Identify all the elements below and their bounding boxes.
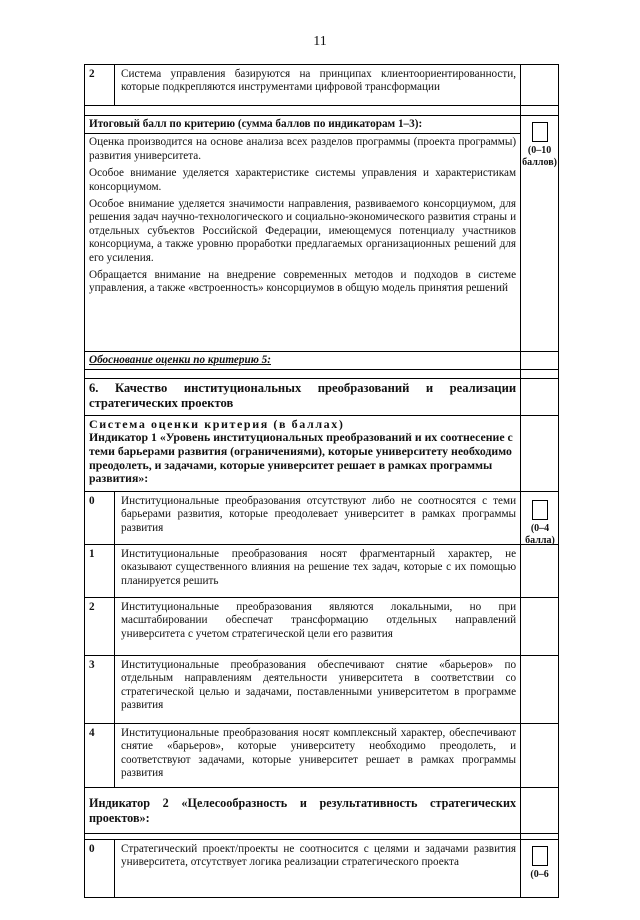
criteria-table: [84, 64, 559, 898]
level-score: 1: [85, 545, 115, 597]
assessment-paragraph: Особое внимание уделяется характеристике системы управления и характеристикам консорциумом.: [89, 167, 517, 193]
assessment-paragraph: Оценка производится на основе анализа всех разделов программы (проекта программы) развития университета.: [89, 136, 517, 162]
indicator-1-levels: [84, 492, 559, 788]
score-checkbox[interactable]: [532, 500, 548, 520]
level-text: Институциональные преобразования являются локальными, но при масштабировании обеспечат трансформацию отдельных направлений университета с учетом стратегической цели его развития: [121, 601, 517, 640]
level-score: 0: [85, 492, 115, 544]
table-row: [84, 64, 559, 106]
item-number: 2: [85, 65, 115, 105]
table-row: [84, 656, 559, 724]
system-heading: Система оценки критерия (в баллах): [89, 417, 345, 431]
assessment-paragraph: Особое внимание уделяется значимости направления, развиваемого консорциумом, для решения задач научно-технологического и социально-экономического развития страны и отдельных субъектов Российской Федерации, имеющемуся потенциалу участников консорциума, а также уровню проработки предлагаемых организационных решений для его усиления.: [89, 198, 517, 264]
justification-label: Обоснование оценки по критерию 5:: [85, 352, 521, 369]
table-row: [84, 545, 559, 598]
table-row: [84, 598, 559, 656]
section-title-row: [84, 379, 559, 416]
score-checkbox[interactable]: [532, 122, 548, 142]
score-checkbox[interactable]: [532, 846, 548, 866]
table-row: [84, 840, 559, 898]
level-score: 2: [85, 598, 115, 655]
level-text: Стратегический проект/проекты не соотносится с целями и задачами развития университета, отсутствует логика реализации стратегического проекта: [121, 843, 517, 869]
total-score-row: [84, 116, 559, 352]
points-range: (0–4 балла): [525, 523, 555, 546]
assessment-paragraph: Обращается внимание на внедрение современных методов и подходов в системе управления, а также «встроенность» консорциумов в общую модель принятия решений: [89, 269, 517, 295]
page-number: 11: [313, 34, 327, 49]
indicator-row: [84, 788, 559, 834]
level-text: Институциональные преобразования носят комплексный характер, обеспечивают снятие «барьеров», которые университету необходимо преодолеть, и соответствуют задачами, которые университет решает в рамках программы развития: [121, 727, 517, 780]
indicator-1-points-cell: [521, 492, 559, 547]
table-row-spacer: [84, 370, 559, 379]
total-heading: Итоговый балл по критерию (сумма баллов по индикаторам 1–3):: [85, 116, 520, 134]
indicator-1-title: Индикатор 1 «Уровень институциональных преобразований и их соотнесение с теми барьерами развития (ограничениями), которые университету необходимо преодолеть, и задачами, которые университет решает в рамках программы развития»:: [89, 430, 513, 486]
level-text: Институциональные преобразования обеспечивают снятие «барьеров» по отдельным направлениям деятельности университета в соответствии со стратегической целью и задачами, поставленными университетом в программе развития: [121, 659, 517, 712]
justification-row: [84, 352, 559, 370]
indicator-row: [84, 416, 559, 492]
level-text: Институциональные преобразования отсутствуют либо не соотносятся с теми барьерами развития, которые преодолевает университет в рамках программы развития: [121, 495, 517, 534]
level-score: 3: [85, 656, 115, 723]
level-score: 0: [85, 840, 115, 897]
item-text: Система управления базируются на принципах клиентоориентированности, которые подкрепляются инструментами цифровой трансформации: [121, 68, 517, 94]
table-row: [84, 492, 559, 545]
table-row-spacer: [84, 106, 559, 116]
indicator-2-title: Индикатор 2 «Целесообразность и результативность стратегических проектов»:: [85, 788, 521, 833]
level-text: Институциональные преобразования носят фрагментарный характер, не оказывают существенного влияния на решение тех задач, которые с их помощью планируется решить: [121, 548, 517, 587]
points-range: (0–6: [530, 869, 549, 880]
level-score: 4: [85, 724, 115, 787]
points-range: (0–10 баллов): [522, 145, 557, 168]
section-title: 6. Качество институциональных преобразований и реализации стратегических проектов: [85, 379, 521, 415]
table-row: [84, 724, 559, 788]
